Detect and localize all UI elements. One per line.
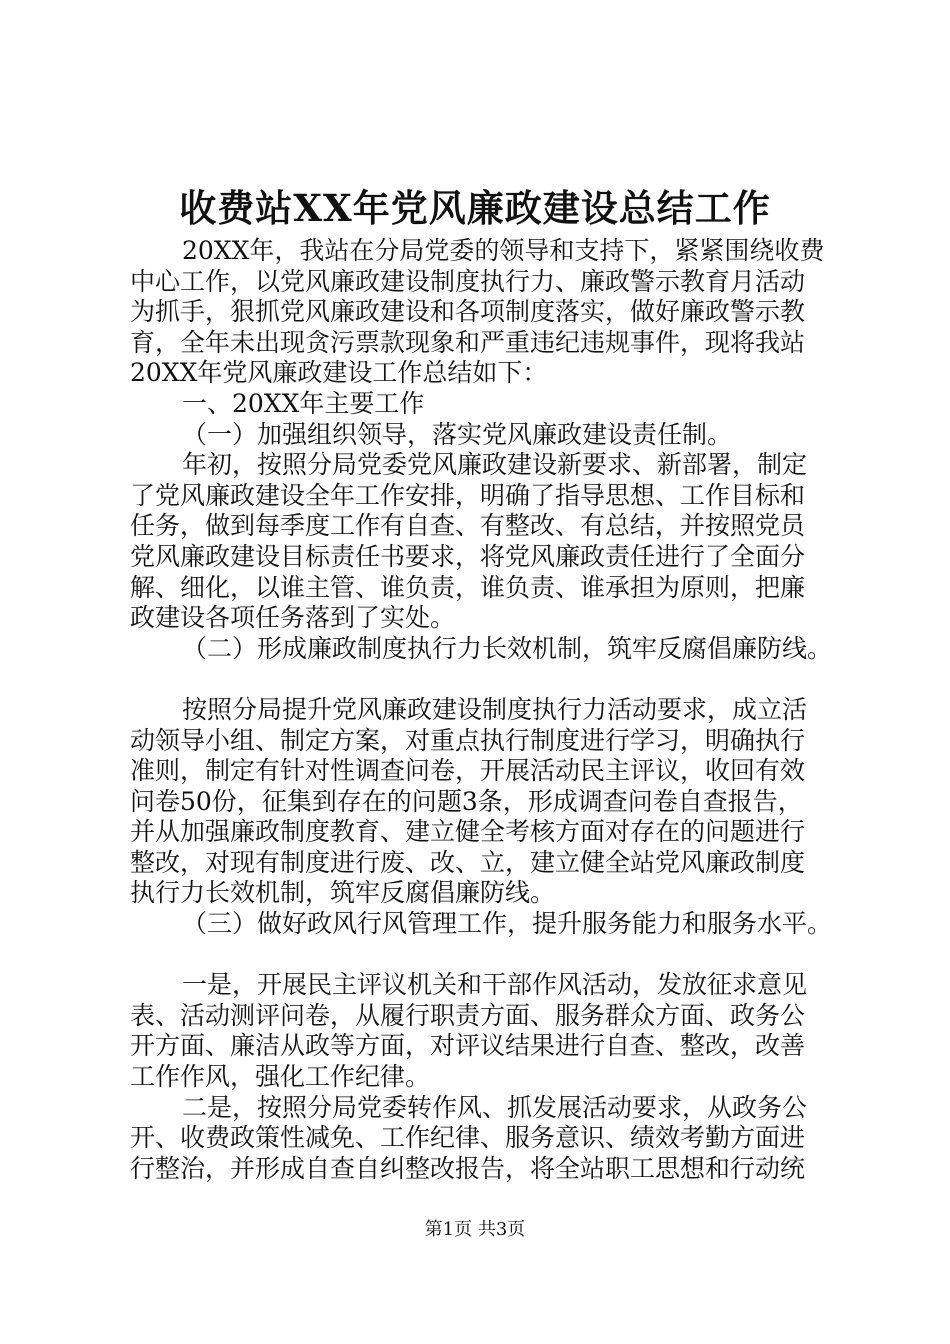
blank-line <box>130 664 830 695</box>
paragraph-line: 表、活动测评问卷，从履行职责方面、服务群众方面、政务公 <box>130 1000 806 1030</box>
paragraph-line: 政建设各项任务落到了实处。 <box>130 603 456 633</box>
paragraph-line: 工作作风，强化工作纪律。 <box>130 1062 431 1092</box>
subsection-heading: （一）加强组织领导，落实党风廉政建设责任制。 <box>182 419 733 449</box>
paragraph-line: 行整治，并形成自查自纠整改报告，将全站职工思想和行动统 <box>130 1153 806 1183</box>
paragraph-line: 开、收费政策性减免、工作纪律、服务意识、绩效考勤方面进 <box>130 1123 806 1153</box>
paragraph-line: 年初，按照分局党委党风廉政建设新要求、新部署，制定 <box>182 450 808 480</box>
paragraph-line: 20XX年，我站在分局党委的领导和支持下，紧紧围绕收费 <box>182 236 825 265</box>
paragraph-line: 按照分局提升党风廉政建设制度执行力活动要求，成立活 <box>182 694 808 724</box>
paragraph-line: 二是，按照分局党委转作风、抓发展活动要求，从政务公 <box>182 1092 808 1122</box>
blank-line <box>130 940 830 971</box>
document-title: 收费站XX年党风廉政建设总结工作 <box>179 186 771 230</box>
paragraph-line: 中心工作，以党风廉政建设制度执行力、廉政警示教育月活动 <box>130 266 806 296</box>
page-footer: 第1页 共3页 <box>424 1219 526 1240</box>
paragraph-line: 为抓手，狠抓党风廉政建设和各项制度落实，做好廉政警示教 <box>130 297 806 327</box>
paragraph-line: 开方面、廉洁从政等方面，对评议结果进行自查、整改，改善 <box>130 1031 806 1061</box>
paragraph-line: 解、细化，以谁主管、谁负责，谁负责、谁承担为原则，把廉 <box>130 572 806 602</box>
paragraph-line: 执行力长效机制，筑牢反腐倡廉防线。 <box>130 878 556 908</box>
paragraph-line: 了党风廉政建设全年工作安排，明确了指导思想、工作目标和 <box>130 480 806 510</box>
paragraph-line: 20XX年党风廉政建设工作总结如下： <box>130 358 548 388</box>
paragraph-line: 育，全年未出现贪污票款现象和严重违纪违规事件，现将我站 <box>130 327 806 357</box>
subsection-heading: （三）做好政风行风管理工作，提升服务能力和服务水平。 <box>182 909 833 939</box>
paragraph-line: 并从加强廉政制度教育、建立健全考核方面对存在的问题进行 <box>130 817 806 847</box>
section-heading: 一、20XX年主要工作 <box>182 388 425 418</box>
paragraph-line: 一是，开展民主评议机关和干部作风活动，发放征求意见 <box>182 970 808 1000</box>
paragraph-line: 准则，制定有针对性调查问卷，开展活动民主评议，收回有效 <box>130 756 806 786</box>
paragraph-line: 动领导小组、制定方案，对重点执行制度进行学习，明确执行 <box>130 725 806 755</box>
paragraph-line: 任务，做到每季度工作有自查、有整改、有总结，并按照党员 <box>130 511 806 541</box>
subsection-heading: （二）形成廉政制度执行力长效机制，筑牢反腐倡廉防线。 <box>182 633 833 663</box>
paragraph-line: 整改，对现有制度进行废、改、立，建立健全站党风廉政制度 <box>130 847 806 877</box>
paragraph-line: 党风廉政建设目标责任书要求，将党风廉政责任进行了全面分 <box>130 541 806 571</box>
paragraph-line: 问卷50份，征集到存在的问题3条，形成调查问卷自查报告， <box>130 786 803 816</box>
document-body <box>130 236 833 1184</box>
